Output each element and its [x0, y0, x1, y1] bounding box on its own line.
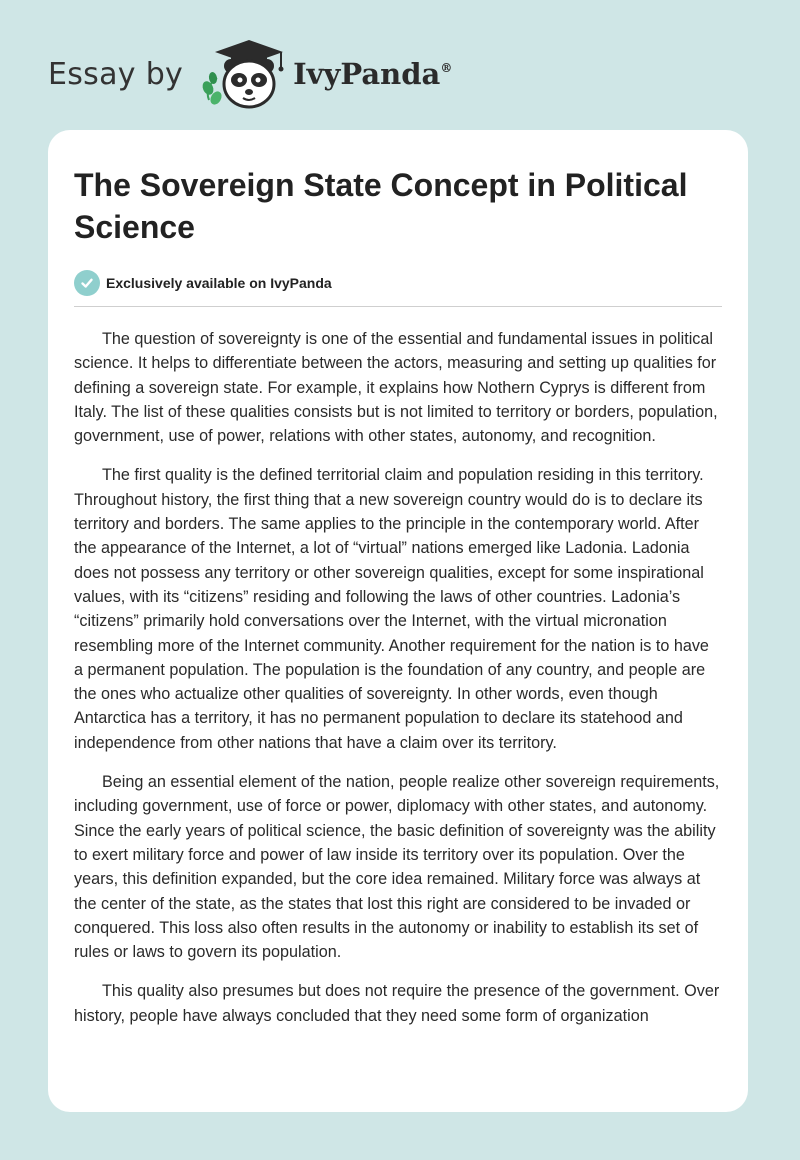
paragraph: This quality also presumes but does not require the presence of the government. Over history, people have always concluded that they need some form of organization — [74, 982, 720, 1025]
trademark-symbol: ® — [440, 61, 453, 75]
exclusive-label: Exclusively available on IvyPanda — [106, 275, 332, 291]
page-title: The Sovereign State Concept in Political Science — [74, 167, 688, 245]
panda-graduate-icon[interactable] — [197, 38, 289, 110]
paragraph: The question of sovereignty is one of the essential and fundamental issues in political science. It helps to differentiate between the actors, measuring and setting up qualities for defining a sovereign state. For example, it explains how Nothern Cyprys is different from Italy. The list of these qualities consists but is not limited to territory or borders, population, government, use of power, relations with other states, autonomy, and recognition. — [74, 330, 718, 446]
exclusive-badge — [74, 270, 722, 296]
essay-card — [48, 130, 748, 1112]
essay-by-label: Essay by — [48, 56, 184, 92]
essay-body — [74, 327, 722, 1028]
check-icon — [74, 270, 100, 296]
site-header — [48, 36, 452, 112]
paragraph: Being an essential element of the nation, people realize other sovereign requirements, including government, use of force or power, diplomacy with other states, and autonomy. Since the early years of political science, the basic definition of sovereignty was the ability to exert military force and power of law inside its territory over its population. Over the years, this definition expanded, but the core idea remained. Military force was always at the center of the state, as the states that lost this right are considered to be invaded or conquered. This loss also often results in the autonomy or inability to establish its set of rules or laws to govern its population. — [74, 773, 720, 962]
paragraph: The first quality is the defined territorial claim and population residing in this territory. Throughout history, the first thing that a new sovereign country would do is to declare its territory and borders. The same applies to the principle in the contemporary world. After the appearance of the Internet, a lot of “virtual” nations emerged like Ladonia. Ladonia does not possess any territory or other sovereign qualities, except for some inspirational values, with its “citizens” residing and following the laws of other countries. Ladonia’s “citizens” primarily hold conversations over the Internet, with the virtual micronation resembling more of the Internet community. Another requirement for the nation is to have a permanent population. The population is the foundation of any country, and people are the ones who actualize other qualities of sovereignty. In other words, even though Antarctica has a territory, it has no permanent population to declare its statehood and independence from other nations that have a claim over its territory. — [74, 466, 709, 752]
brand-name[interactable]: IvyPanda® — [293, 57, 453, 91]
divider — [74, 306, 722, 307]
